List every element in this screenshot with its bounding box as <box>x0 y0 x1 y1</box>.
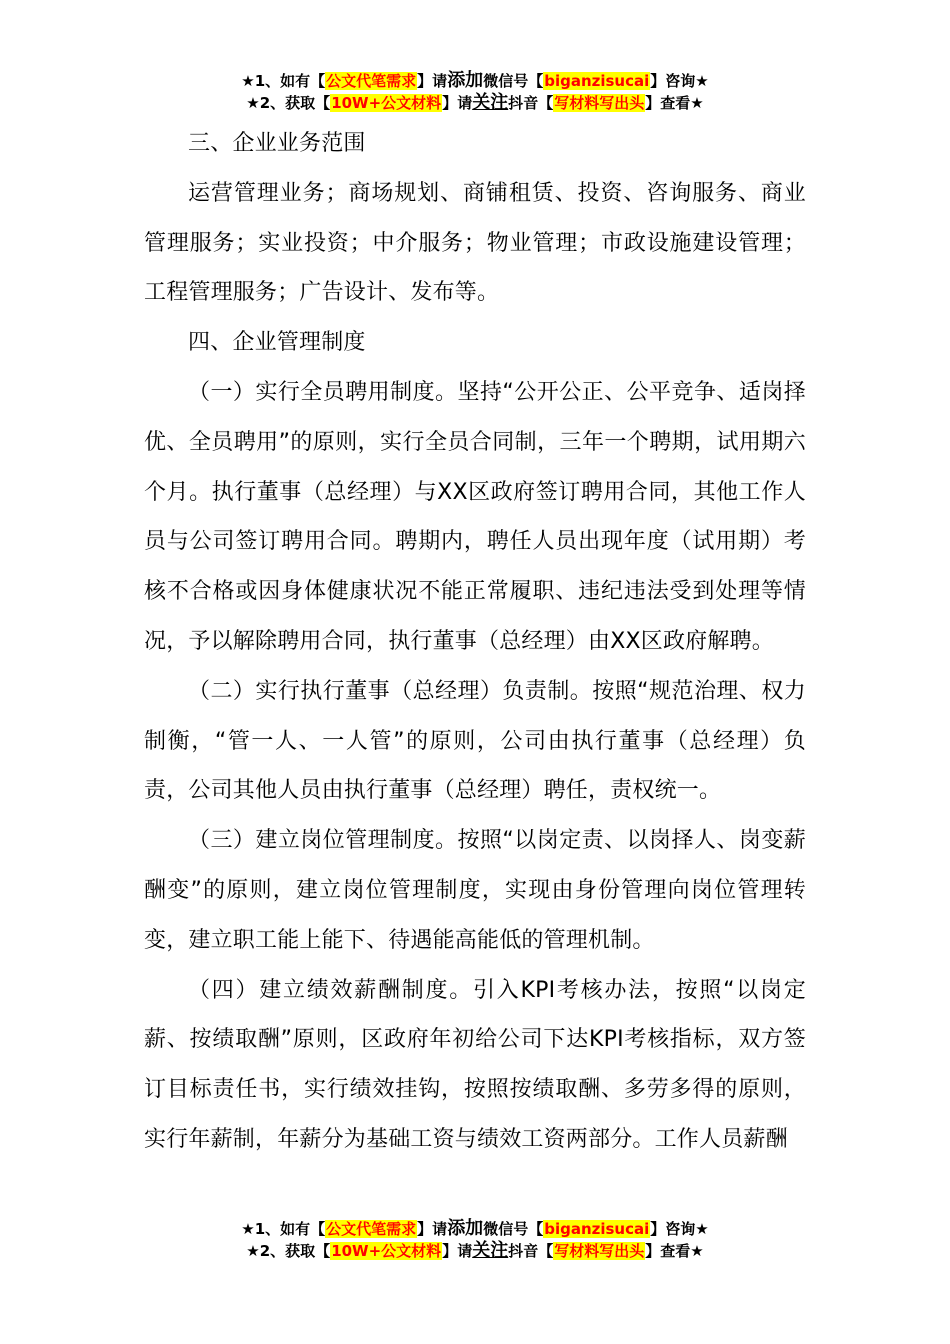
highlight-wechat-id: biganzisucai <box>544 72 650 90</box>
highlight-writing-service: 公文代笔需求 <box>326 1220 417 1238</box>
paragraph-item-3: （三）建立岗位管理制度。按照“以岗定责、以岗择人、岗变薪酬变”的原则，建立岗位管理制度，实现由身份管理向岗位管理转变，建立职工能上能下、待遇能高能低的管理机制。 <box>144 828 806 953</box>
paragraph-item-2: （二）实行执行董事（总经理）负责制。按照“规范治理、权力制衡，“管一人、一人管”的原则，公司由执行董事（总经理）负责，公司其他人员由执行董事（总经理）聘任，责权统一。 <box>144 678 806 804</box>
section-heading-management-system: 四、企业管理制度 <box>188 330 366 356</box>
highlight-materials: 10W+公文材料 <box>331 94 442 112</box>
promo-line-2: ★2、获取【10W+公文材料】请关注抖音【写材料写出头】查看★ <box>246 1240 704 1261</box>
highlight-wechat-id: biganzisucai <box>544 1220 650 1238</box>
document-body <box>144 119 806 1165</box>
highlight-douyin-account: 写材料写出头 <box>554 94 645 112</box>
highlight-materials: 10W+公文材料 <box>331 1242 442 1260</box>
promo-banner-top <box>0 70 950 114</box>
promo-line-1: ★1、如有【公文代笔需求】请添加微信号【biganzisucai】咨询★ <box>241 70 709 91</box>
paragraph-item-4: （四）建立绩效薪酬制度。引入KPI考核办法，按照“以岗定薪、按绩取酬”原则，区政府年初给公司下达KPI考核指标，双方签订目标责任书，实行绩效挂钩，按照按绩取酬、多劳多得的原则，实行年薪制，年薪分为基础工资与绩效工资两部分。工作人员薪酬 <box>144 977 806 1152</box>
paragraph-business-scope: 运营管理业务；商场规划、商铺租赁、投资、咨询服务、商业管理服务；实业投资；中介服务；物业管理；市政设施建设管理；工程管理服务；广告设计、发布等。 <box>144 180 806 306</box>
highlight-douyin-account: 写材料写出头 <box>554 1242 645 1260</box>
section-heading-business-scope: 三、企业业务范围 <box>188 131 366 156</box>
paragraph-item-1: （一）实行全员聘用制度。坚持“公开公正、公平竞争、适岗择优、全员聘用”的原则，实行全员合同制，三年一个聘期，试用期六个月。执行董事（总经理）与XX区政府签订聘用合同，其他工作人员与公司签订聘用合同。聘期内，聘任人员出现年度（试用期）考核不合格或因身体健康状况不能正常履职、违纪违法受到处理等情况，予以解除聘用合同，执行董事（总经理）由XX区政府解聘。 <box>144 379 806 654</box>
promo-line-1: ★1、如有【公文代笔需求】请添加微信号【biganzisucai】咨询★ <box>241 1218 709 1239</box>
highlight-writing-service: 公文代笔需求 <box>326 72 417 90</box>
promo-banner-bottom <box>0 1218 950 1262</box>
promo-line-2: ★2、获取【10W+公文材料】请关注抖音【写材料写出头】查看★ <box>246 92 704 113</box>
